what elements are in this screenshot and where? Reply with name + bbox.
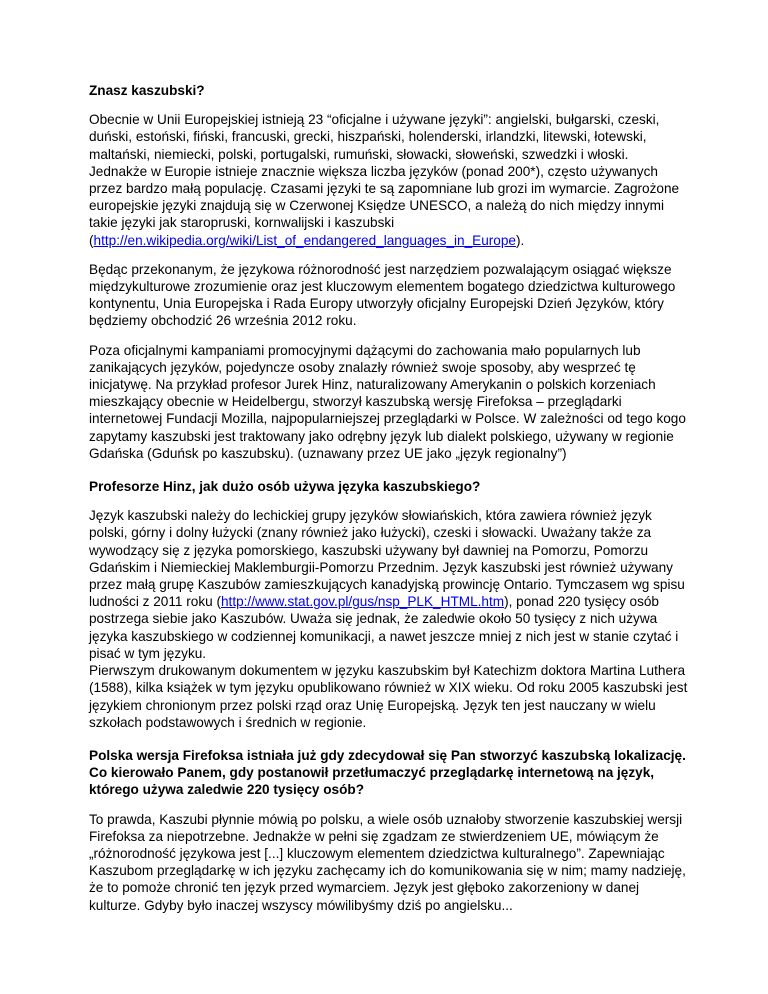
document-page <box>89 78 689 914</box>
intro-paragraph-2: Będąc przekonanym, że językowa różnorodność jest narzędziem pozwalającym osiągać większe międzykulturowe zrozumienie oraz jest kluczowym elementem bogatego dziedzictwa kulturowego kontynentu, Unia Europejska i Rada Europy utworzyły oficjalny Europejski Dzień Języków, który będziemy obchodzić 26 września 2012 roku. <box>89 261 676 329</box>
intro-paragraph-3: Poza oficjalnymi kampaniami promocyjnymi dążącymi do zachowania mało popularnych lub zanikających języków, pojedyncze osoby znalazły również swoje sposoby, aby wesprzeć tę inicjatywę. Na przykład profesor Jurek Hinz, naturalizowany Amerykanin o polskich korzeniach mieszkający obecnie w Heidelbergu, stworzył kaszubską wersję Firefoksa – przeglądarki internetowej Fundacji Mozilla, najpopularniejszej przeglądarki w Polsce. W zależności od tego kogo zapytamy kaszubski jest traktowany jako odrębny język lub dialekt polskiego, używany w regionie Gdańska (Gduńsk po kaszubsku). (uznawany przez UE jako „język regionalny”) <box>89 342 686 461</box>
intro-paragraph-1-text: Obecnie w Unii Europejskiej istnieją 23 “oficjalne i używane języki”: angielski, bułgarski, czeski, duński, estoński, fiński, francuski, grecki, hiszpański, holenderski, irlandzki, litewski, łotewski, maltański, niemiecki, polski, portugalski, rumuński, słowacki, słoweński, szwedzki i włoski. Jednakże w Europie istnieje znacznie większa liczba języków (ponad 200*), często używanych przez bardzo małą populację. Czasami języki te są zapomniane lub grozi im wymarcie. Zagrożone europejskie języki znajdują się w Czerwonej Księdze UNESCO, a należą do nich między innymi takie języki jak staropruski, kornwalijski i kaszubski ( <box>89 112 680 248</box>
census-stat-gov-link[interactable]: http://www.stat.gov.pl/gus/nsp_PLK_HTML.htm <box>220 594 505 610</box>
answer-1-paragraph-2: Pierwszym drukowanym dokumentem w języku kaszubskim był Katechizm doktora Martina Luthera (1588), kilka książek w tym języku opublikowano również w XIX wieku. Od roku 2005 kaszubski jest językiem chronionym przez polski rząd oraz Unię Europejską. Język ten jest nauczany w wielu szkołach podstawowych i średnich w regionie. <box>89 663 688 730</box>
intro-paragraph-1 <box>89 111 689 249</box>
intro-paragraph-1-end: ). <box>516 232 525 248</box>
answer-1-paragraph-1 <box>89 507 689 662</box>
wikipedia-endangered-languages-link[interactable]: http://en.wikipedia.org/wiki/List_of_endangered_languages_in_Europe <box>93 232 516 248</box>
answer-2-paragraph: To prawda, Kaszubi płynnie mówią po polsku, a wiele osób uznałoby stworzenie kaszubskiej wersji Firefoksa za niepotrzebne. Jednakże w pełni się zgadzam ze stwierdzeniem UE, mówiącym że „różnorodność językowa jest [...] kluczowym elementem dziedzictwa kulturalnego”. Zapewniając Kaszubom przeglądarkę w ich języku zachęcamy ich do komunikowania się w nim; mamy nadzieję, że to pomoże chronić ten język przed wymarciem. Język jest głęboko zakorzeniony w danej kulturze. Gdyby było inaczej wszyscy mówilibyśmy dziś po angielsku... <box>89 811 686 913</box>
question-2-heading: Polska wersja Firefoksa istniała już gdy zdecydował się Pan stworzyć kaszubską lokalizację. Co kierowało Panem, gdy postanowił przetłumaczyć przeglądarkę internetową na język, którego używa zaledwie 220 tysięcy osób? <box>89 747 686 798</box>
answer-1-text: Język kaszubski należy do lechickiej grupy języków słowiańskich, która zawiera również język polski, górny i dolny łużycki (znany również jako łużycki), czeski i słowacki. Uważany także za wywodzący się z języka pomorskiego, kaszubski używany był dawniej na Pomorzu, Pomorzu Gdańskim i Niemieckiej Maklemburgii-Pomorzu Przednim. Język kaszubski jest również używany przez małą grupę Kaszubów zamieszkujących kanadyjską prowincję Ontario. Tymczasem wg spisu ludności z 2011 roku ( <box>89 508 685 610</box>
question-1-heading: Profesorze Hinz, jak dużo osób używa języka kaszubskiego? <box>89 479 481 495</box>
answer-1-text-end: ), ponad 220 tysięcy osób postrzega siebie jako Kaszubów. Uważa się jednak, że zaledwie około 50 tysięcy z nich używa języka kaszubskiego w codziennej komunikacji, a nawet jeszcze mniej z nich jest w stanie czytać i pisać w tym języku. <box>89 594 679 661</box>
document-title: Znasz kaszubski? <box>89 83 205 98</box>
